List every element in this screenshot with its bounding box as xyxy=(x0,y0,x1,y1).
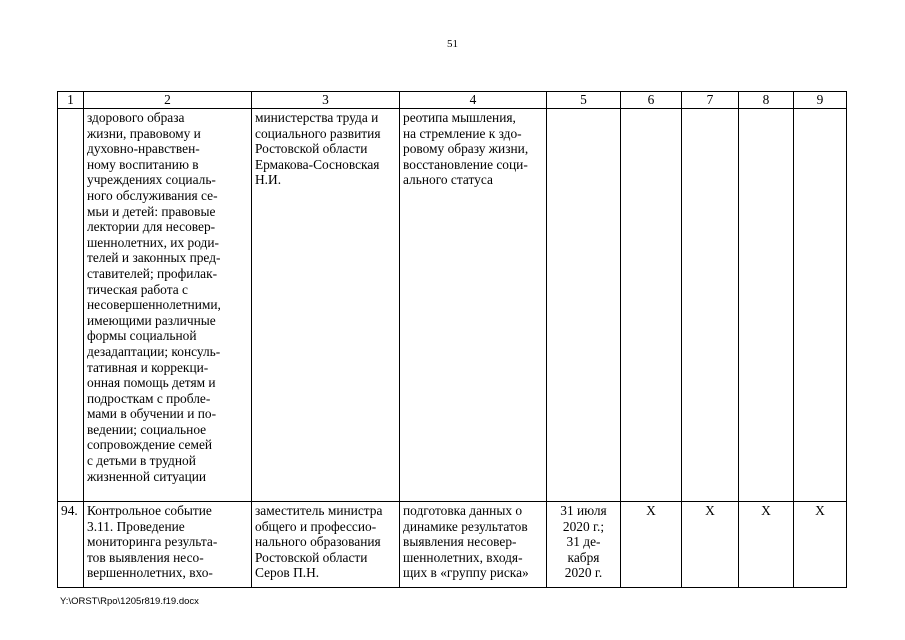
cell-text-line: подросткам с пробле- xyxy=(87,390,211,406)
cell-text-line: здорового образа xyxy=(87,110,185,125)
table-row xyxy=(58,502,847,588)
row-number-cell: 94. xyxy=(58,502,84,588)
document-table xyxy=(57,91,847,588)
cell-text-line: 3.11. Проведение xyxy=(87,518,185,534)
cell-text-line: тативная и коррекци- xyxy=(87,359,209,375)
cell-text-line: тическая работа с xyxy=(87,281,188,297)
cell-text-line: на стремление к здо- xyxy=(403,125,522,141)
cell-text-line: общего и профессио- xyxy=(255,518,377,534)
cell-text-line: 2020 г.; xyxy=(562,518,605,534)
cell-text-line: лектории для несовер- xyxy=(87,219,216,235)
result-cell xyxy=(400,109,547,502)
header-cell-3: 3 xyxy=(252,92,400,109)
header-cell-9: 9 xyxy=(794,92,847,109)
responsible-cell xyxy=(252,109,400,502)
cell-text-line: ному воспитанию в xyxy=(87,156,199,172)
header-cell-8: 8 xyxy=(739,92,794,109)
value-cell-9 xyxy=(794,109,847,502)
cell-text-line: щих в «группу риска» xyxy=(403,565,529,581)
cell-text-line: ведении; социальное xyxy=(87,421,207,437)
cell-text-line: мьи и детей: правовые xyxy=(87,203,216,219)
cell-text-line: ного обслуживания се- xyxy=(87,187,218,203)
value-cell-7 xyxy=(682,109,739,502)
cell-text-line: имеющими различные xyxy=(87,312,216,328)
file-path-footer: Y:\ORST\Rpo\1205r819.f19.docx xyxy=(60,596,199,607)
activity-cell xyxy=(84,502,252,588)
cell-text-line: Контрольное событие xyxy=(87,503,212,518)
cell-text-line: мами в обучении и по- xyxy=(87,406,217,422)
cell-text-line: кабря xyxy=(567,549,600,565)
cell-text-line: министерства труда и xyxy=(255,110,379,125)
value-cell-8: Х xyxy=(739,502,794,588)
header-cell-7: 7 xyxy=(682,92,739,109)
cell-text-line: подготовка данных о xyxy=(403,503,523,518)
value-cell-6 xyxy=(621,109,682,502)
date-cell xyxy=(547,109,621,502)
cell-text-line: социального развития xyxy=(255,125,381,141)
cell-text-line: шеннолетних, их роди- xyxy=(87,234,219,250)
cell-text-line: вершеннолетних, вхо- xyxy=(87,565,213,581)
cell-text-line: Ермакова-Сосновская xyxy=(255,156,380,172)
table-row xyxy=(58,109,847,502)
date-cell xyxy=(547,502,621,588)
cell-text-line: несовершеннолетними, xyxy=(87,297,221,313)
header-cell-1: 1 xyxy=(58,92,84,109)
cell-text-line: учреждениях социаль- xyxy=(87,172,216,188)
cell-text-line: сопровождение семей xyxy=(87,437,213,453)
cell-text-line: Н.И. xyxy=(255,172,282,188)
cell-text-line: формы социальной xyxy=(87,328,197,344)
cell-text-line: Ростовской области xyxy=(255,549,368,565)
header-row xyxy=(58,92,847,109)
cell-text-line: Ростовской области xyxy=(255,141,368,157)
cell-text-line: ального статуса xyxy=(403,172,493,188)
cell-text-line: жизненной ситуации xyxy=(87,468,207,484)
header-cell-4: 4 xyxy=(400,92,547,109)
cell-text-line: реотипа мышления, xyxy=(403,110,516,125)
header-cell-5: 5 xyxy=(547,92,621,109)
responsible-cell xyxy=(252,502,400,588)
value-cell-6: Х xyxy=(621,502,682,588)
cell-text-line: дезадаптации; консуль- xyxy=(87,343,221,359)
cell-text-line: 31 де- xyxy=(566,534,601,550)
value-cell-8 xyxy=(739,109,794,502)
cell-text-line: восстановление соци- xyxy=(403,156,528,172)
cell-text-line: 2020 г. xyxy=(564,565,603,581)
cell-text-line: мониторинга результа- xyxy=(87,534,218,550)
cell-text-line: онная помощь детям и xyxy=(87,375,216,391)
result-cell xyxy=(400,502,547,588)
cell-text-line: тов выявления несо- xyxy=(87,549,204,565)
cell-text-line: шеннолетних, входя- xyxy=(403,549,523,565)
cell-text-line: заместитель министра xyxy=(255,503,383,518)
cell-text-line: выявления несовер- xyxy=(403,534,517,550)
cell-text-line: жизни, правовому и xyxy=(87,125,201,141)
cell-text-line: 31 июля xyxy=(560,503,607,518)
page-number: 51 xyxy=(447,38,458,50)
activity-cell xyxy=(84,109,252,502)
value-cell-7: Х xyxy=(682,502,739,588)
row-number-cell xyxy=(58,109,84,502)
cell-text-line: ровому образу жизни, xyxy=(403,141,529,157)
header-cell-6: 6 xyxy=(621,92,682,109)
cell-text-line: духовно-нравствен- xyxy=(87,141,200,157)
header-cell-2: 2 xyxy=(84,92,252,109)
cell-text-line: динамике результатов xyxy=(403,518,528,534)
cell-text-line: Серов П.Н. xyxy=(255,565,320,581)
cell-text-line: нального образования xyxy=(255,534,381,550)
cell-text-line: телей и законных пред- xyxy=(87,250,221,266)
cell-text-line: ставителей; профилак- xyxy=(87,265,218,281)
value-cell-9: Х xyxy=(794,502,847,588)
cell-text-line: с детьми в трудной xyxy=(87,453,196,469)
